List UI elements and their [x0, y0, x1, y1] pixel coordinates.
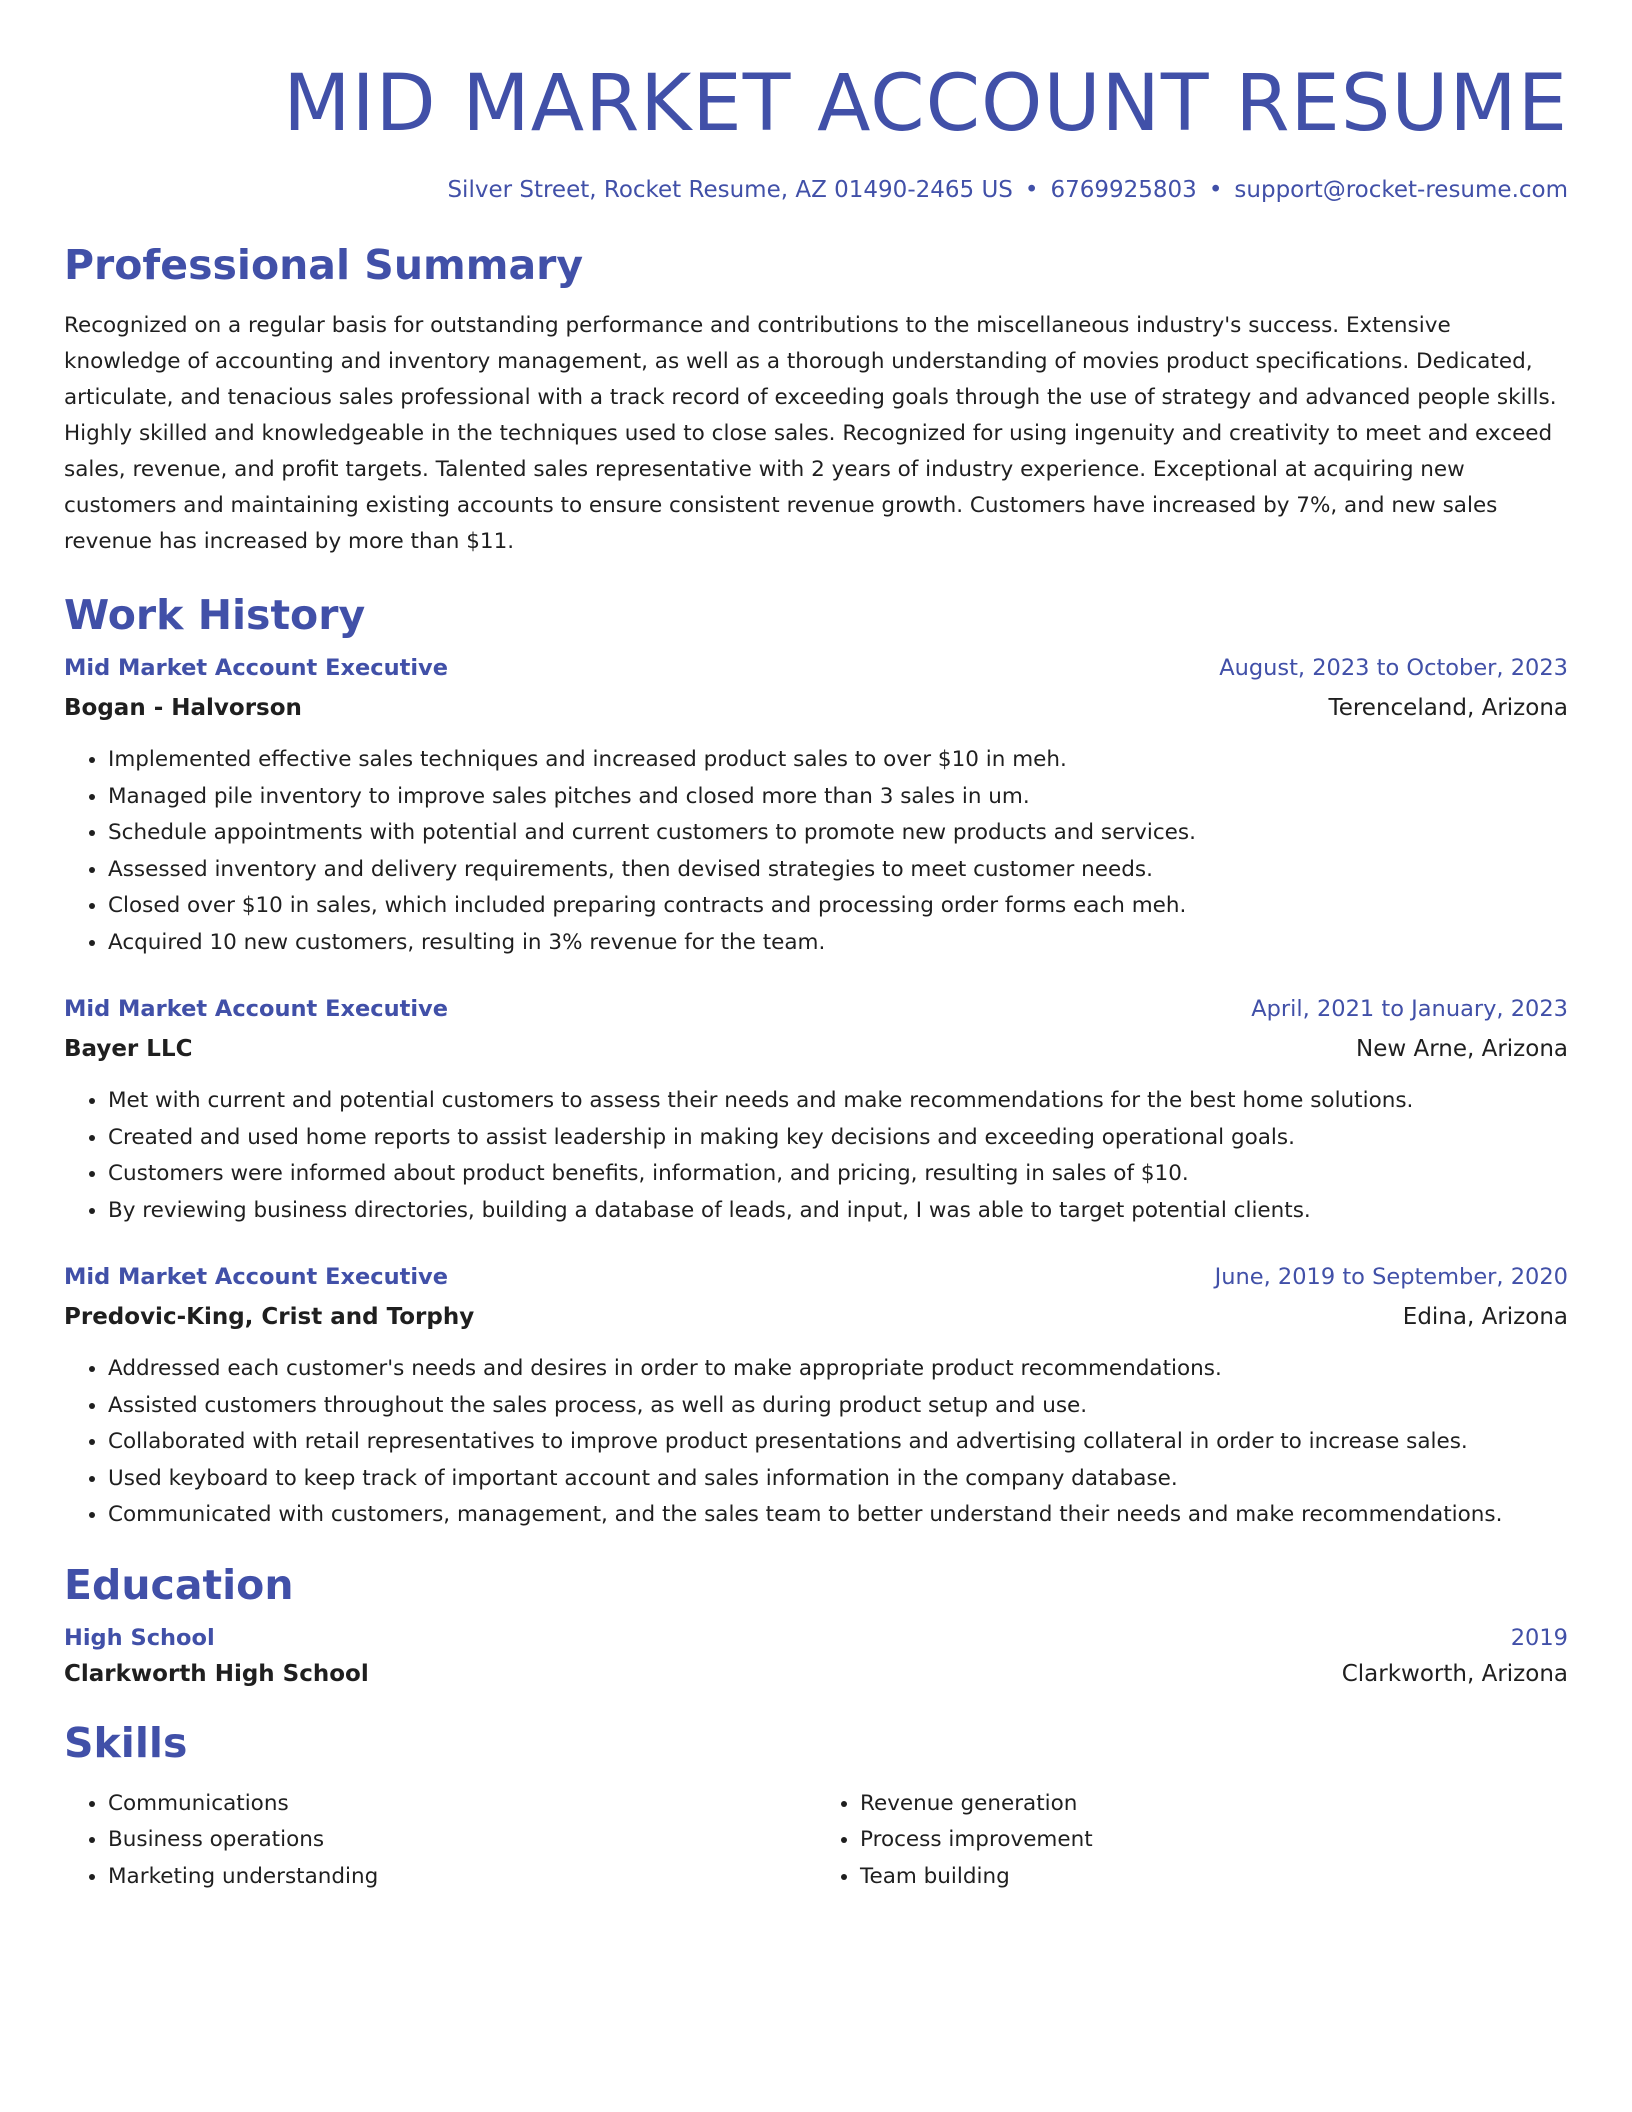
contact-line [64, 174, 1568, 206]
job-dates: April, 2021 to January, 2023 [1251, 996, 1568, 1022]
job-bullets [64, 1351, 1568, 1534]
education-school: Clarkworth High School [64, 1660, 369, 1687]
education-degree: High School [64, 1624, 215, 1651]
list-item: • Business operations [108, 1822, 816, 1859]
skills-heading: Skills [64, 1718, 188, 1767]
address: Silver Street, Rocket Resume, AZ 01490-2465 US [447, 177, 1013, 203]
list-item: • Implemented effective sales techniques and increased product sales to over $10 in meh. [108, 742, 1568, 779]
list-item: • Marketing understanding [108, 1859, 816, 1896]
email: support@rocket-resume.com [1234, 177, 1568, 203]
job-company: Bayer LLC [64, 1036, 193, 1062]
list-item: • Process improvement [860, 1822, 1568, 1859]
list-item: • Used keyboard to keep track of important account and sales information in the company database. [108, 1461, 1568, 1498]
list-item: • Schedule appointments with potential and current customers to promote new products and services. [108, 815, 1568, 852]
list-item: • Communications [108, 1786, 816, 1823]
phone: 6769925803 [1050, 177, 1197, 203]
list-item: • Customers were informed about product benefits, information, and pricing, resulting in sales of $10. [108, 1156, 1568, 1193]
job-role: Mid Market Account Executive [64, 655, 448, 681]
list-item: • Created and used home reports to assist leadership in making key decisions and exceeding operational goals. [108, 1120, 1568, 1157]
job-location: Terenceland, Arizona [1328, 695, 1568, 721]
job-bullets [64, 1083, 1568, 1229]
list-item: • Communicated with customers, management, and the sales team to better understand their needs and make recommendations. [108, 1497, 1568, 1534]
summary-heading: Professional Summary [64, 241, 584, 289]
work-history-heading: Work History [64, 591, 366, 639]
list-item: • Revenue generation [860, 1786, 1568, 1823]
list-item: • Met with current and potential customers to assess their needs and make recommendations for the best home solutions. [108, 1083, 1568, 1120]
education-heading: Education [64, 1560, 294, 1609]
job-location: Edina, Arizona [1402, 1304, 1568, 1330]
list-item: • Assessed inventory and delivery requirements, then devised strategies to meet customer needs. [108, 852, 1568, 889]
list-item: • Managed pile inventory to improve sales pitches and closed more than 3 sales in um. [108, 779, 1568, 816]
separator-dot: • [1208, 177, 1223, 203]
skills-column-left [64, 1786, 816, 1896]
list-item: • Acquired 10 new customers, resulting in 3% revenue for the team. [108, 925, 1568, 962]
job-location: New Arne, Arizona [1355, 1036, 1568, 1062]
resume-title: MID MARKET ACCOUNT RESUME [283, 59, 1568, 149]
summary-text: Recognized on a regular basis for outstanding performance and contributions to the miscellaneous industry's success. Extensive knowledge of accounting and inventory management, as well as a thorough understanding of movies product specifications. Dedicated, articulate, and tenacious sales professional with a track record of exceeding goals through the use of strategy and advanced people skills. Highly skilled and knowledgeable in the techniques used to close sales. Recognized for using ingenuity and creativity to meet and exceed sales, revenue, and profit targets. Talented sales representative with 2 years of industry experience. Exceptional at acquiring new customers and maintaining existing accounts to ensure consistent revenue growth. Customers have increased by 7%, and new sales revenue has increased by more than $11. [64, 313, 1557, 554]
list-item: • Team building [860, 1859, 1568, 1896]
list-item: • Closed over $10 in sales, which included preparing contracts and processing order forms each meh. [108, 888, 1568, 925]
list-item: • Assisted customers throughout the sales process, as well as during product setup and use. [108, 1388, 1568, 1425]
job-bullets [64, 742, 1568, 961]
job-dates: June, 2019 to September, 2020 [1214, 1264, 1568, 1290]
job-role: Mid Market Account Executive [64, 996, 448, 1022]
job-entry [64, 1261, 1568, 1534]
list-item: • Collaborated with retail representatives to improve product presentations and advertising collateral in order to increase sales. [108, 1424, 1568, 1461]
separator-dot: • [1024, 177, 1039, 203]
job-dates: August, 2023 to October, 2023 [1219, 655, 1568, 681]
skills-list [64, 1768, 1568, 1896]
list-item: • By reviewing business directories, building a database of leads, and input, I was able to target potential clients. [108, 1193, 1568, 1230]
job-entry [64, 993, 1568, 1229]
education-location: Clarkworth, Arizona [1341, 1660, 1568, 1687]
resume-page [64, 0, 1568, 1895]
job-entry [64, 652, 1568, 961]
education-year: 2019 [1510, 1624, 1568, 1651]
job-company: Predovic-King, Crist and Torphy [64, 1304, 475, 1330]
list-item: • Addressed each customer's needs and desires in order to make appropriate product recommendations. [108, 1351, 1568, 1388]
job-role: Mid Market Account Executive [64, 1264, 448, 1290]
skills-column-right [816, 1786, 1568, 1896]
job-company: Bogan - Halvorson [64, 695, 302, 721]
education-entry [64, 1622, 1568, 1690]
